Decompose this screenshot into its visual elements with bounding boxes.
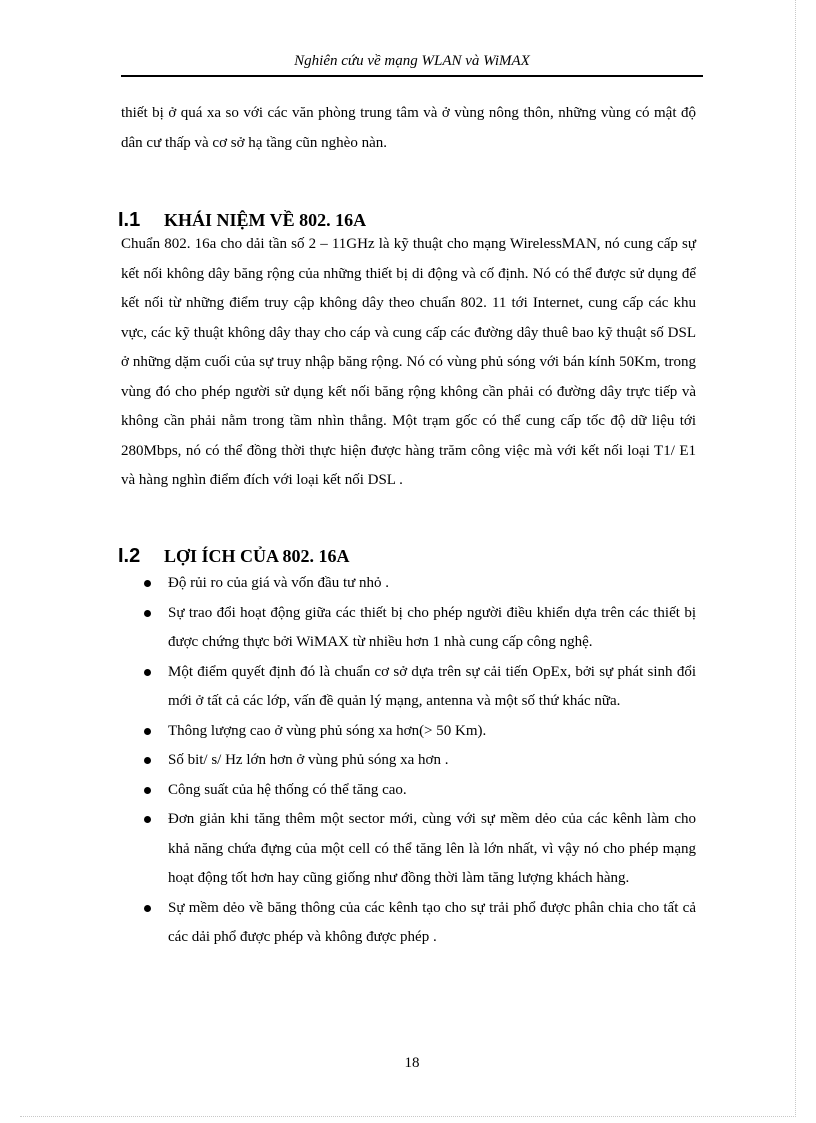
section-heading-2 <box>118 541 698 571</box>
list-item: Sự mềm dẻo về băng thông của các kênh tạo cho sự trải phổ được phân chia cho tất cả các dải phổ được phép và không được phép . <box>121 894 696 953</box>
list-item: Sự trao đổi hoạt động giữa các thiết bị cho phép người điều khiển dựa trên các thiết bị được chứng thực bởi WiMAX từ nhiều hơn 1 nhà cung cấp công nghệ. <box>121 599 696 658</box>
header-rule <box>121 75 703 77</box>
page-number: 18 <box>404 1055 420 1071</box>
bullet-icon <box>144 905 151 912</box>
bullet-icon <box>144 728 151 735</box>
list-item: Một điểm quyết định đó là chuẩn cơ sở dựa trên sự cải tiến OpEx, bởi sự phát sinh đổi mới ở tất cả các lớp, vấn đề quản lý mạng, antenna và một số thứ khác nữa. <box>121 658 696 717</box>
bullet-icon <box>144 757 151 764</box>
list-item: Độ rủi ro của giá và vốn đầu tư nhỏ . <box>121 569 696 599</box>
list-item: Đơn giản khi tăng thêm một sector mới, cùng với sự mềm dẻo của các kênh làm cho khả năng chứa đựng của một cell có thể tăng lên là lớn nhất, vì vậy nó cho phép mạng hoạt động tốt hơn hay cũng giống như đồng thời làm tăng lượng khách hàng. <box>121 805 696 894</box>
section-number: I.1 <box>118 209 141 231</box>
list-item: Thông lượng cao ở vùng phủ sóng xa hơn(> 50 Km). <box>121 717 696 747</box>
bullet-icon <box>144 669 151 676</box>
bullet-icon <box>144 580 151 587</box>
benefits-list <box>121 569 696 953</box>
list-item: Số bit/ s/ Hz lớn hơn ở vùng phủ sóng xa hơn . <box>121 746 696 776</box>
list-item: Công suất của hệ thống có thể tăng cao. <box>121 776 696 806</box>
section-title: KHÁI NIỆM VỀ 802. 16A <box>164 210 367 230</box>
section-1-body: Chuẩn 802. 16a cho dải tần số 2 – 11GHz là kỹ thuật cho mạng WirelessMAN, nó cung cấp sự kết nối không dây băng rộng của những thiết bị di động và cố định. Nó có thể được sử dụng để kết nối từ những điểm truy cập không dây theo chuẩn 802. 11 tới Internet, cung cấp các khu vực, các kỹ thuật không dây thay cho cáp và cung cấp các đường dây thuê bao kỹ thuật số DSL ở những dặm cuối của sự truy nhập băng rộng. Nó có vùng phủ sóng với bán kính 50Km, trong vùng đó cho phép người sử dụng kết nối băng rộng không cần phải có đường dây trực tiếp và không cần phải nằm trong tầm nhìn thẳng. Một trạm gốc có thể cung cấp tốc độ dữ liệu tới 280Mbps, nó có thể đồng thời thực hiện được hàng trăm công việc mà với kết nối loại T1/ E1 và hàng nghìn điểm đích với loại kết nối DSL . <box>121 236 696 488</box>
intro-paragraph: thiết bị ở quá xa so với các văn phòng trung tâm và ở vùng nông thôn, những vùng có mật độ dân cư thấp và cơ sở hạ tầng cũn nghèo nàn. <box>121 105 696 151</box>
bullet-icon <box>144 610 151 617</box>
bullet-icon <box>144 787 151 794</box>
bullet-icon <box>144 816 151 823</box>
section-number: I.2 <box>118 545 141 567</box>
running-header: Nghiên cứu về mạng WLAN và WiMAX <box>294 53 530 69</box>
section-title: LỢI ÍCH CỦA 802. 16A <box>164 546 350 566</box>
